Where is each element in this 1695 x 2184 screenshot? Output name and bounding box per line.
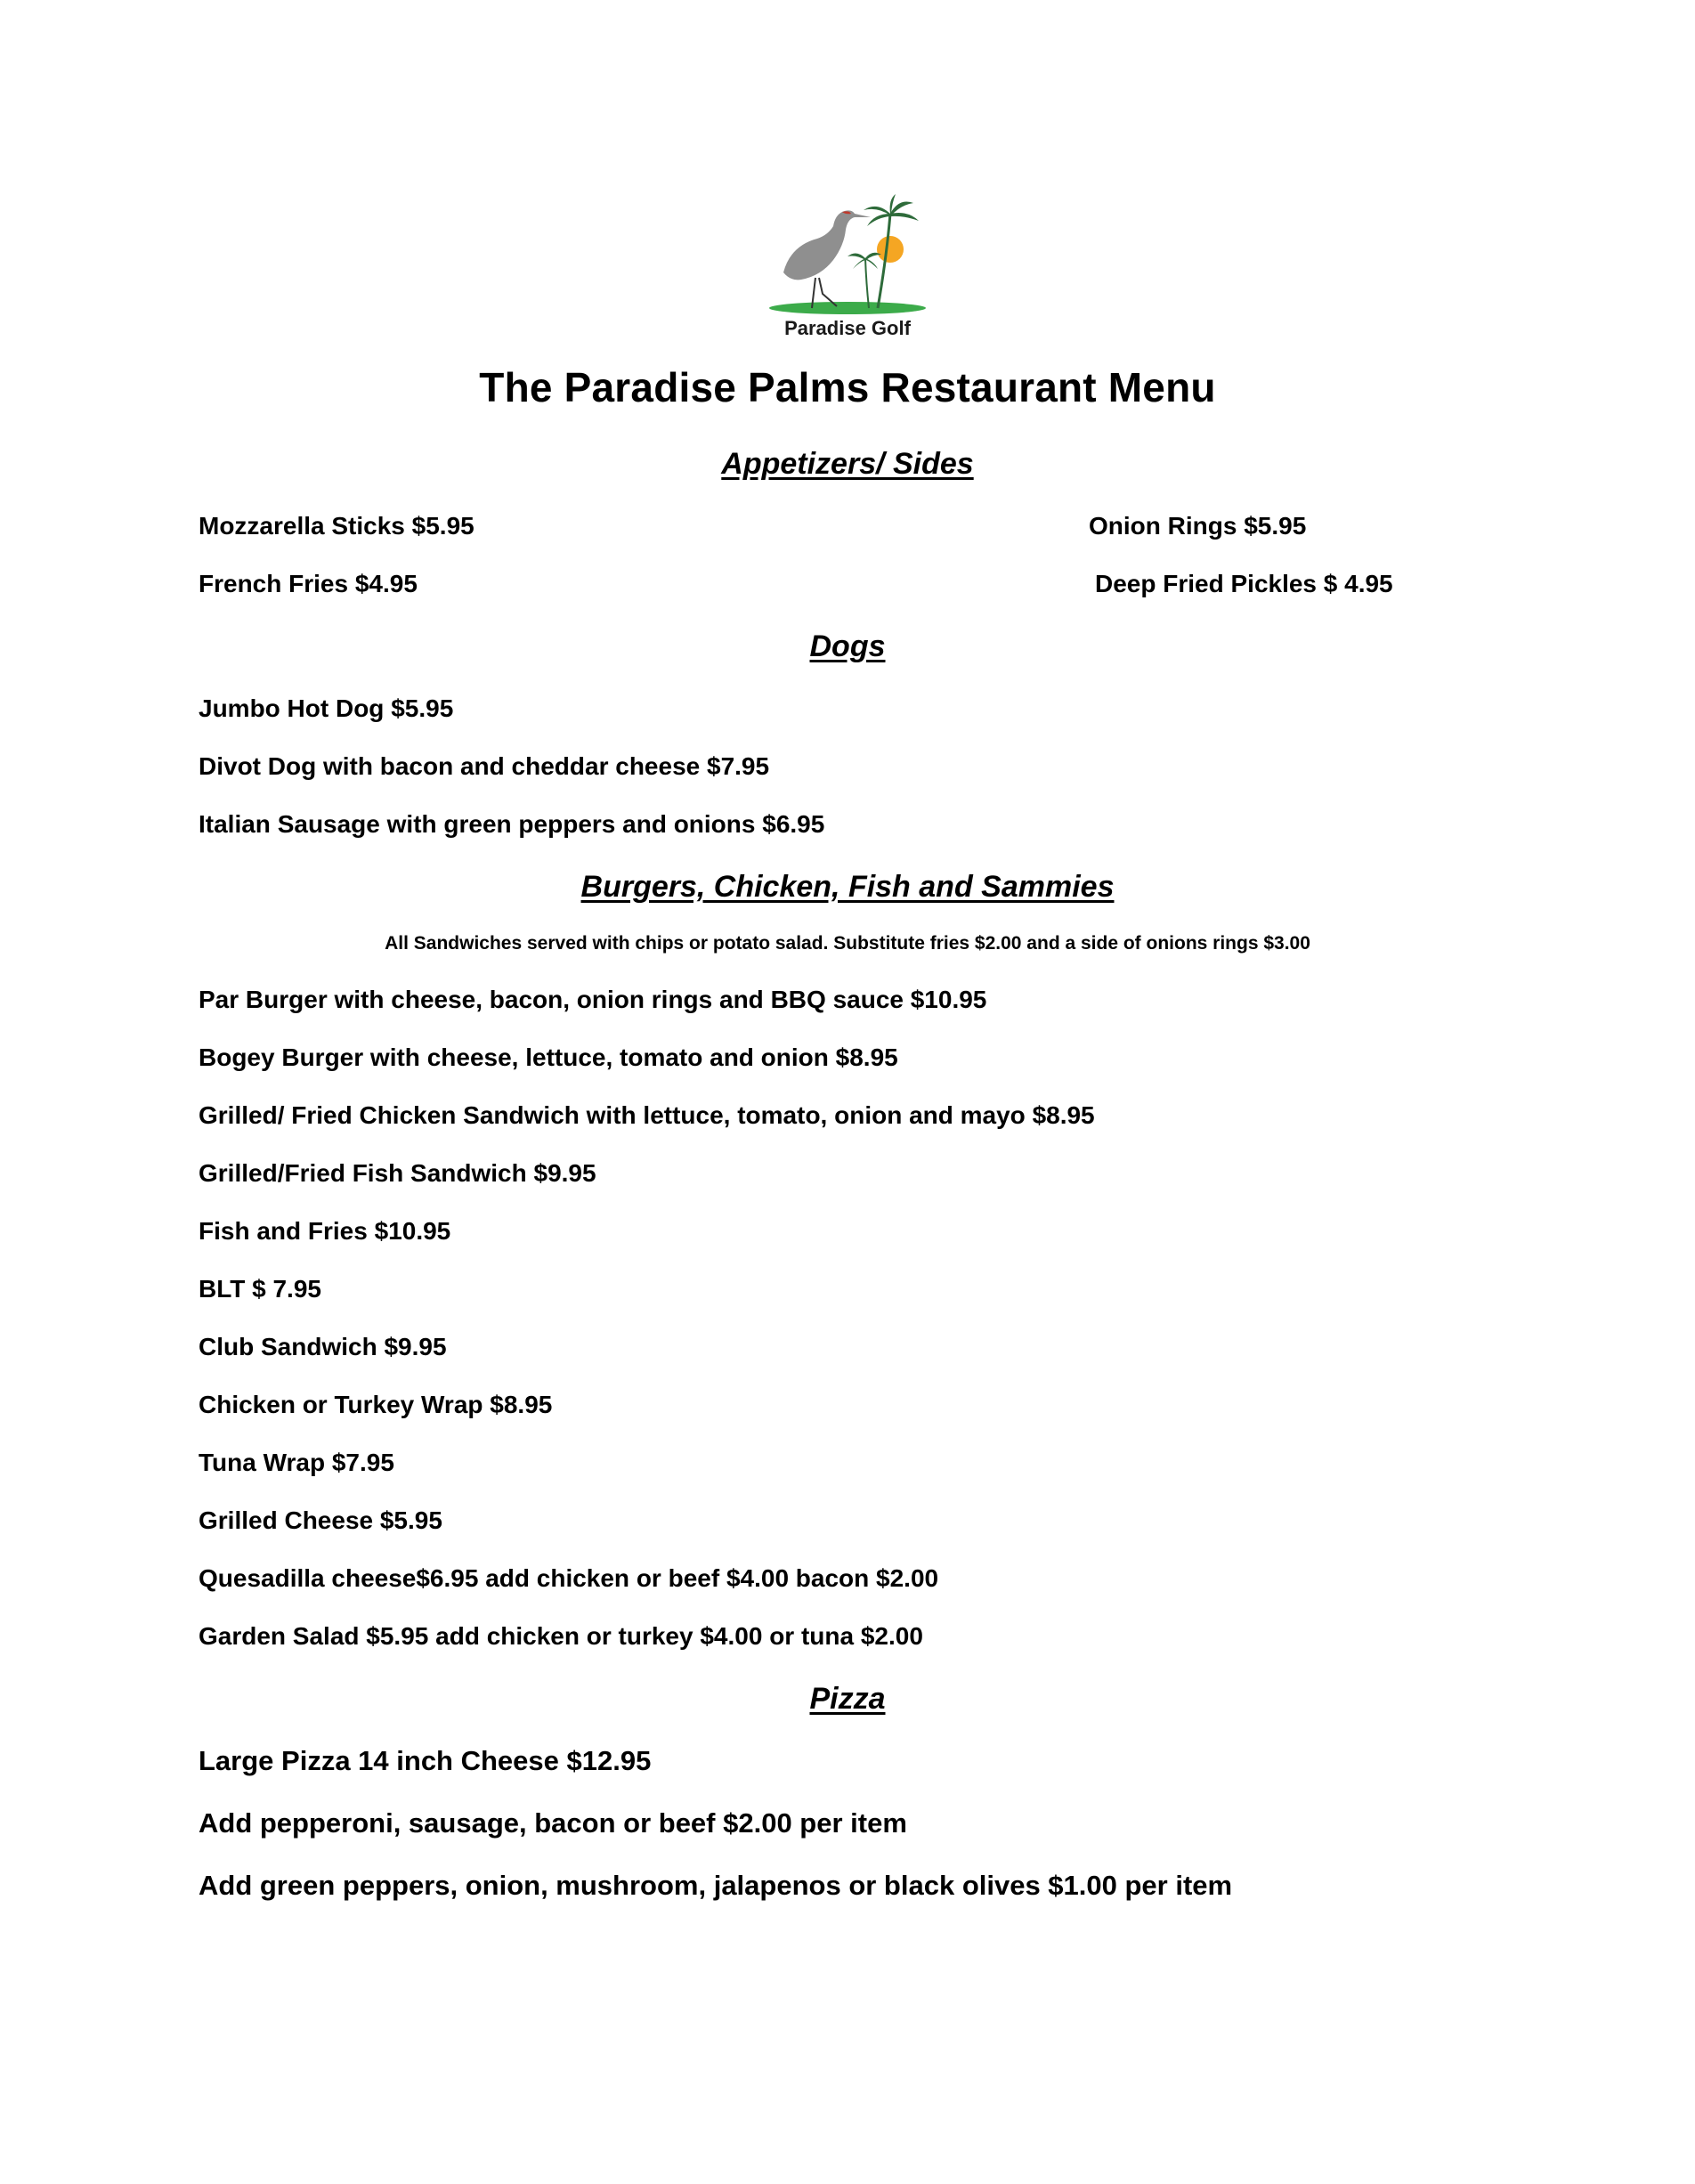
menu-item-club-sandwich: Club Sandwich $9.95	[199, 1333, 447, 1360]
menu-item-tuna-wrap: Tuna Wrap $7.95	[199, 1449, 394, 1476]
menu-item-bogey-burger: Bogey Burger with cheese, lettuce, tomato and onion $8.95	[199, 1043, 898, 1071]
menu-item-mozzarella-sticks: Mozzarella Sticks $5.95	[199, 512, 474, 540]
menu-item-italian-sausage: Italian Sausage with green peppers and onions $6.95	[199, 810, 825, 838]
section-heading-pizza: Pizza	[809, 1682, 886, 1716]
sandwich-note: All Sandwiches served with chips or potato salad. Substitute fries $2.00 and a side of onions rings $3.00	[385, 933, 1310, 954]
small-palm-tree-icon	[848, 253, 881, 269]
heron-icon	[783, 210, 871, 308]
menu-item-garden-salad: Garden Salad $5.95 add chicken or turkey $4.00 or tuna $2.00	[199, 1622, 923, 1650]
page-title: The Paradise Palms Restaurant Menu	[479, 364, 1216, 410]
menu-item-jumbo-hot-dog: Jumbo Hot Dog $5.95	[199, 694, 454, 722]
menu-item-french-fries: French Fries $4.95	[199, 570, 418, 597]
menu-item-chicken-turkey-wrap: Chicken or Turkey Wrap $8.95	[199, 1391, 553, 1418]
menu-item-large-pizza: Large Pizza 14 inch Cheese $12.95	[199, 1745, 652, 1776]
menu-item-fish-sandwich: Grilled/Fried Fish Sandwich $9.95	[199, 1159, 596, 1187]
heron-palm-logo-icon	[766, 194, 929, 341]
paradise-golf-logo	[766, 194, 929, 341]
palm-tree-icon	[864, 194, 919, 226]
menu-item-quesadilla: Quesadilla cheese$6.95 add chicken or beef $4.00 bacon $2.00	[199, 1564, 939, 1592]
section-heading-dogs: Dogs	[809, 629, 886, 663]
section-heading-burgers: Burgers, Chicken, Fish and Sammies	[580, 870, 1115, 904]
menu-item-pizza-meat-toppings: Add pepperoni, sausage, bacon or beef $2.00 per item	[199, 1807, 907, 1839]
menu-item-chicken-sandwich: Grilled/ Fried Chicken Sandwich with lettuce, tomato, onion and mayo $8.95	[199, 1101, 1095, 1129]
section-heading-appetizers: Appetizers/ Sides	[721, 447, 974, 481]
menu-item-onion-rings: Onion Rings $5.95	[1089, 512, 1307, 540]
menu-item-fish-and-fries: Fish and Fries $10.95	[199, 1217, 451, 1245]
logo-text: Paradise Golf	[784, 317, 911, 339]
menu-item-divot-dog: Divot Dog with bacon and cheddar cheese $7.95	[199, 752, 770, 780]
grass-icon	[769, 302, 926, 314]
menu-item-grilled-cheese: Grilled Cheese $5.95	[199, 1506, 442, 1534]
menu-item-pizza-veggie-toppings: Add green peppers, onion, mushroom, jalapenos or black olives $1.00 per item	[199, 1870, 1233, 1901]
sun-icon	[877, 236, 904, 263]
menu-item-par-burger: Par Burger with cheese, bacon, onion rings and BBQ sauce $10.95	[199, 986, 987, 1013]
menu-item-blt: BLT $ 7.95	[199, 1275, 321, 1303]
menu-item-deep-fried-pickles: Deep Fried Pickles $ 4.95	[1095, 570, 1393, 597]
